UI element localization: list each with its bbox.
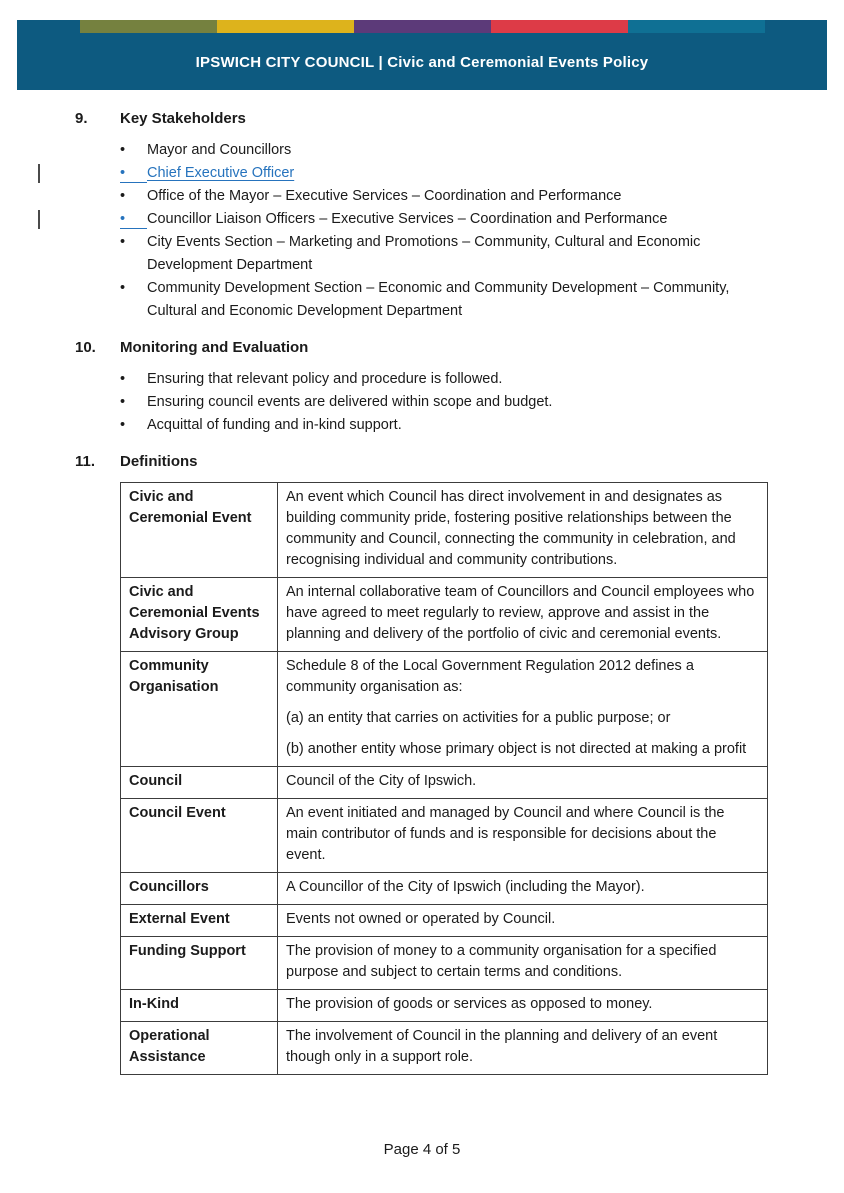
definition-cell [278, 990, 768, 1022]
term-cell: Operational Assistance [121, 1022, 278, 1075]
definition-row [121, 483, 768, 578]
definition-cell [278, 1022, 768, 1075]
section-number: 11. [75, 453, 96, 470]
definition-row [121, 873, 768, 905]
definition-cell [278, 905, 768, 937]
definition-row [121, 1022, 768, 1075]
bullet-item [120, 414, 775, 437]
definition-row [121, 799, 768, 873]
section-title: Key Stakeholders [120, 110, 246, 127]
definition-paragraph: Schedule 8 of the Local Government Regulation 2012 defines a community organisation as: [286, 658, 694, 695]
bullet-icon: • [120, 188, 126, 204]
term-cell: Civic and Ceremonial Events Advisory Group [121, 578, 278, 652]
definition-row [121, 578, 768, 652]
bullet-icon: • [120, 371, 126, 387]
section-monitoring-evaluation [75, 337, 775, 437]
bullet-icon: • [120, 142, 126, 158]
bullet-item [120, 139, 775, 162]
document-title: IPSWICH CITY COUNCIL | Civic and Ceremonial Events Policy [195, 54, 649, 71]
bullet-text: Acquittal of funding and in-kind support. [147, 417, 402, 433]
bullet-text: City Events Section – Marketing and Promotions – Community, Cultural and Economic Development Department [147, 234, 701, 273]
definitions-table-body [121, 483, 768, 1075]
definition-paragraph: A Councillor of the City of Ipswich (including the Mayor). [286, 879, 645, 895]
bullet-icon: • [120, 394, 126, 410]
section-heading [75, 108, 775, 130]
term-cell: Council Event [121, 799, 278, 873]
banner-stripe-red [491, 20, 628, 33]
monitoring-list [120, 368, 775, 437]
bullet-text: Ensuring that relevant policy and procedure is followed. [147, 371, 503, 387]
bullet-icon: • [120, 162, 147, 183]
term-cell: Civic and Ceremonial Event [121, 483, 278, 578]
definition-cell [278, 652, 768, 767]
bullet-item [120, 277, 775, 323]
section-number: 9. [75, 110, 88, 127]
definition-cell [278, 873, 768, 905]
banner-stripe-olive [80, 20, 217, 33]
definition-paragraph: An event initiated and managed by Council and where Council is the main contributor of funds and is responsible for decisions about the event. [286, 805, 725, 863]
definition-paragraph: The provision of goods or services as opposed to money. [286, 996, 653, 1012]
section-definitions [75, 451, 775, 1075]
bullet-text: Ensuring council events are delivered within scope and budget. [147, 394, 553, 410]
term-cell: Community Organisation [121, 652, 278, 767]
definition-cell [278, 767, 768, 799]
section-title: Definitions [120, 453, 198, 470]
banner-color-stripes [80, 20, 765, 33]
definition-paragraph: (a) an entity that carries on activities for a public purpose; or [286, 710, 671, 726]
bullet-icon: • [120, 417, 126, 433]
banner-stripe-purple [354, 20, 491, 33]
term-cell: Council [121, 767, 278, 799]
bullet-item [120, 391, 775, 414]
banner-stripe-teal [628, 20, 765, 33]
definition-paragraph: An internal collaborative team of Councillors and Council employees who have agreed to meet regularly to review, approve and assist in the planning and delivery of the portfolio of civic and ceremonial events. [286, 584, 755, 642]
banner-stripe-gold [217, 20, 354, 33]
page-content [75, 108, 775, 1089]
bullet-item [120, 185, 775, 208]
bullet-icon: • [120, 234, 126, 250]
bullet-item [120, 231, 775, 277]
bullet-item-inserted [120, 208, 775, 231]
bullet-icon: • [120, 280, 126, 296]
term-cell: In-Kind [121, 990, 278, 1022]
definition-cell [278, 937, 768, 990]
definition-row [121, 990, 768, 1022]
section-title: Monitoring and Evaluation [120, 339, 309, 356]
bullet-item [120, 368, 775, 391]
definition-paragraph: An event which Council has direct involvement in and designates as building community pride, fostering positive relationships between the community and Council, connecting the community in celebration, and recognising individual and community contributions. [286, 489, 736, 568]
definitions-table [120, 482, 768, 1075]
definition-paragraph: Council of the City of Ipswich. [286, 773, 477, 789]
stakeholders-list [120, 139, 775, 323]
bullet-text: Community Development Section – Economic and Community Development – Community, Cultural and Economic Development Department [147, 280, 730, 319]
section-key-stakeholders [75, 108, 775, 323]
definition-paragraph: The provision of money to a community organisation for a specified purpose and subject to certain terms and conditions. [286, 943, 717, 980]
bullet-icon: • [120, 208, 147, 229]
section-heading [75, 337, 775, 359]
bullet-text: Chief Executive Officer [147, 165, 295, 181]
definition-paragraph: The involvement of Council in the planning and delivery of an event though only in a support role. [286, 1028, 718, 1065]
header-banner [17, 20, 827, 90]
section-number: 10. [75, 339, 96, 356]
bullet-text: Councillor Liaison Officers – Executive Services – Coordination and Performance [147, 211, 668, 227]
bullet-item-inserted [120, 162, 775, 185]
page-number: Page 4 of 5 [383, 1141, 461, 1158]
definition-cell [278, 483, 768, 578]
definition-row [121, 767, 768, 799]
section-heading [75, 451, 775, 473]
definition-cell [278, 578, 768, 652]
definition-paragraph: Events not owned or operated by Council. [286, 911, 556, 927]
definition-row [121, 937, 768, 990]
definition-cell [278, 799, 768, 873]
bullet-text: Office of the Mayor – Executive Services – Coordination and Performance [147, 188, 622, 204]
definition-row [121, 652, 768, 767]
bullet-text: Mayor and Councillors [147, 142, 292, 158]
term-cell: Funding Support [121, 937, 278, 990]
term-cell: Councillors [121, 873, 278, 905]
definition-row [121, 905, 768, 937]
definition-paragraph: (b) another entity whose primary object is not directed at making a profit [286, 741, 747, 757]
term-cell: External Event [121, 905, 278, 937]
